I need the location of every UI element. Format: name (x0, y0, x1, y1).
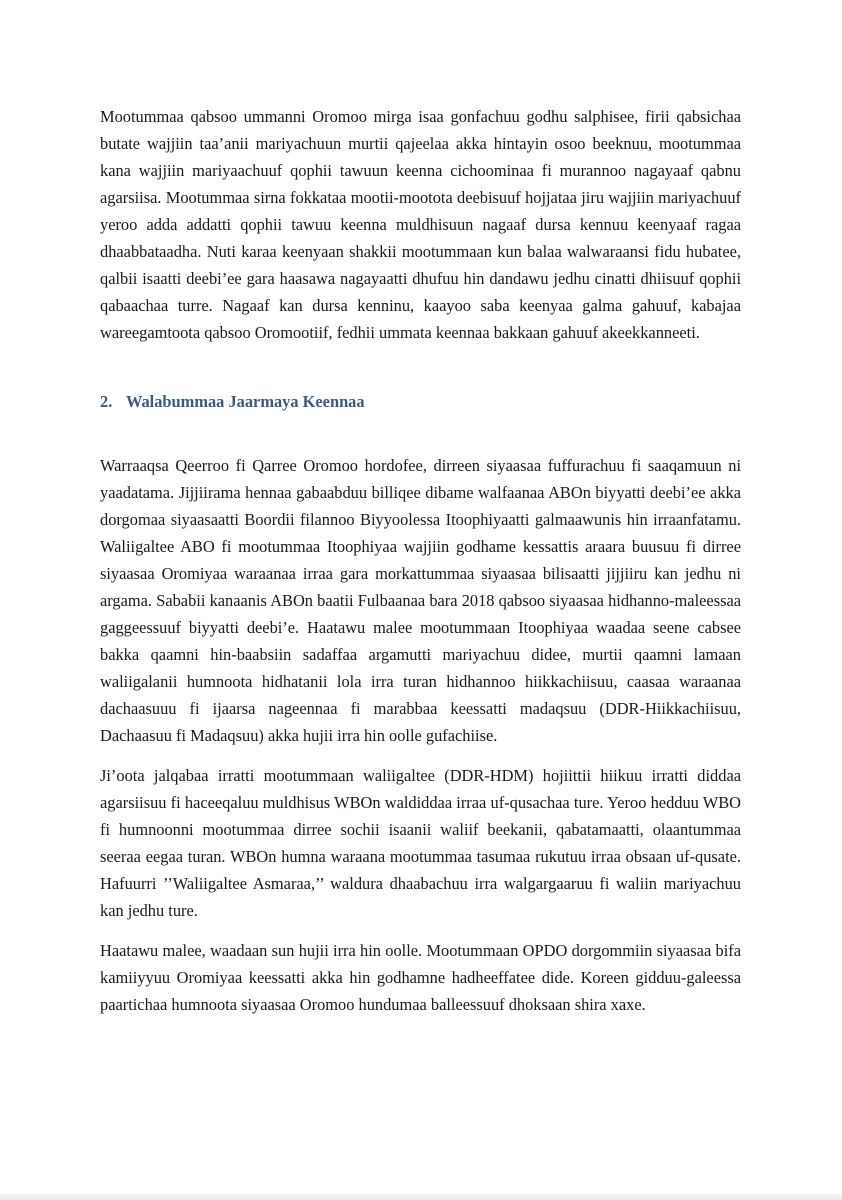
spacer (100, 415, 741, 452)
page-bottom-edge (0, 1194, 842, 1200)
body-paragraph: Ji’oota jalqabaa irratti mootummaan waliigaltee (DDR-HDM) hojiittii hiikuu irratti diddaa agarsiisuu fi haceeqaluu muldhisus WBOn waldiddaa irraa uf-qusachaa ture. Yeroo hedduu WBO fi humnoonni mootummaa dirree sochii isaanii waliif beekanii, qabatamaatti, olaantummaa seeraa eegaa turan. WBOn humna waraana mootummaa tasumaa rukutuu irraa obsaan uf-qusate. Hafuurri ’’Waliigaltee Asmaraa,’’ waldura dhaabachuu irra walgargaaruu fi waliin mariyachuu kan jedhu ture. (100, 766, 741, 920)
section-title: Walabummaa Jaarmaya Keennaa (126, 392, 365, 411)
document-page (100, 103, 741, 1018)
spacer (100, 924, 741, 937)
spacer (100, 346, 741, 388)
section-heading (100, 388, 741, 415)
section-number: 2. (100, 392, 113, 411)
spacer (100, 749, 741, 762)
body-paragraph: Haatawu malee, waadaan sun hujii irra hin oolle. Mootummaan OPDO dorgommiin siyaasaa bifa kamiiyyuu Oromiyaa keessatti akka hin godhamne hadheeffatee dide. Koreen gidduu-galeessa paartichaa humnoota siyaasaa Oromoo hundumaa balleessuuf dhoksaan shira xaxe. (100, 941, 741, 1014)
body-paragraph: Mootummaa qabsoo ummanni Oromoo mirga isaa gonfachuu godhu salphisee, firii qabsichaa butate wajjiin taa’anii mariyachuun murtii qajeelaa akka hintayin osoo beeknuu, mootummaa kana wajjiin mariyaachuuf qophii tawuun keenna cichoominaa fi murannoo nagayaaf qabnu agarsiisa. Mootummaa sirna fokkataa mootii-mootota deebisuuf hojjataa jiru wajjiin mariyachuuf yeroo adda addatti qophii tawuu keenna muldhisuun nagaaf dursa kennuu keenyaaf ragaa dhaabbataadha. Nuti karaa keenyaan shakkii mootummaan kun balaa walwaraansi fidu hubatee, qalbii isaatti deebi’ee gara haasawa nagayaatti dhufuu hin dandawu jedhu cinatti dhiisuuf qophii qabaachaa turre. Nagaaf kan dursa kenninu, kaayoo saba keenyaa galma gahuuf, kabajaa wareegamtoota qabsoo Oromootiif, fedhii ummata keennaa bakkaan gahuuf akeekkanneeti. (100, 107, 741, 342)
body-paragraph: Warraaqsa Qeerroo fi Qarree Oromoo hordofee, dirreen siyaasaa fuffurachuu fi saaqamuun ni yaadatama. Jijjiirama hennaa gabaabduu billiqee dibame walfaanaa ABOn biyyatti deebi’ee akka dorgomaa siyaasaatti Boordii filannoo Biyyoolessa Itoophiyaatti galmaawunis hin irraanfatamu. Waliigaltee ABO fi mootummaa Itoophiyaa wajjiin godhame kessattis araara buusuu fi dirree siyaasaa Oromiyaa waraanaa irraa gara morkattummaa siyaasaa bilisaatti jijjiiru kan jedhu ni argama. Sababii kanaanis ABOn baatii Fulbaanaa bara 2018 qabsoo siyaasaa hidhanno-maleessaa gaggeessuuf biyyatti deebi’e. Haatawu malee mootummaan Itoophiyaa waadaa seene cabsee bakka qaamni hin-baabsiin sadaffaa argamutti mariyachuu didee, murtii qaamni lamaan waliigalanii humnoota hidhatanii lola irra turan hidhannoo hiikkachiisuu, caasaa waraanaa dachaasuuu fi ijaarsa nageennaa fi marabbaa keessatti madaqsuu (DDR-Hiikkachiisuu, Dachaasuu fi Madaqsuu) akka hujii irra hin oolle gufachiise. (100, 456, 741, 745)
